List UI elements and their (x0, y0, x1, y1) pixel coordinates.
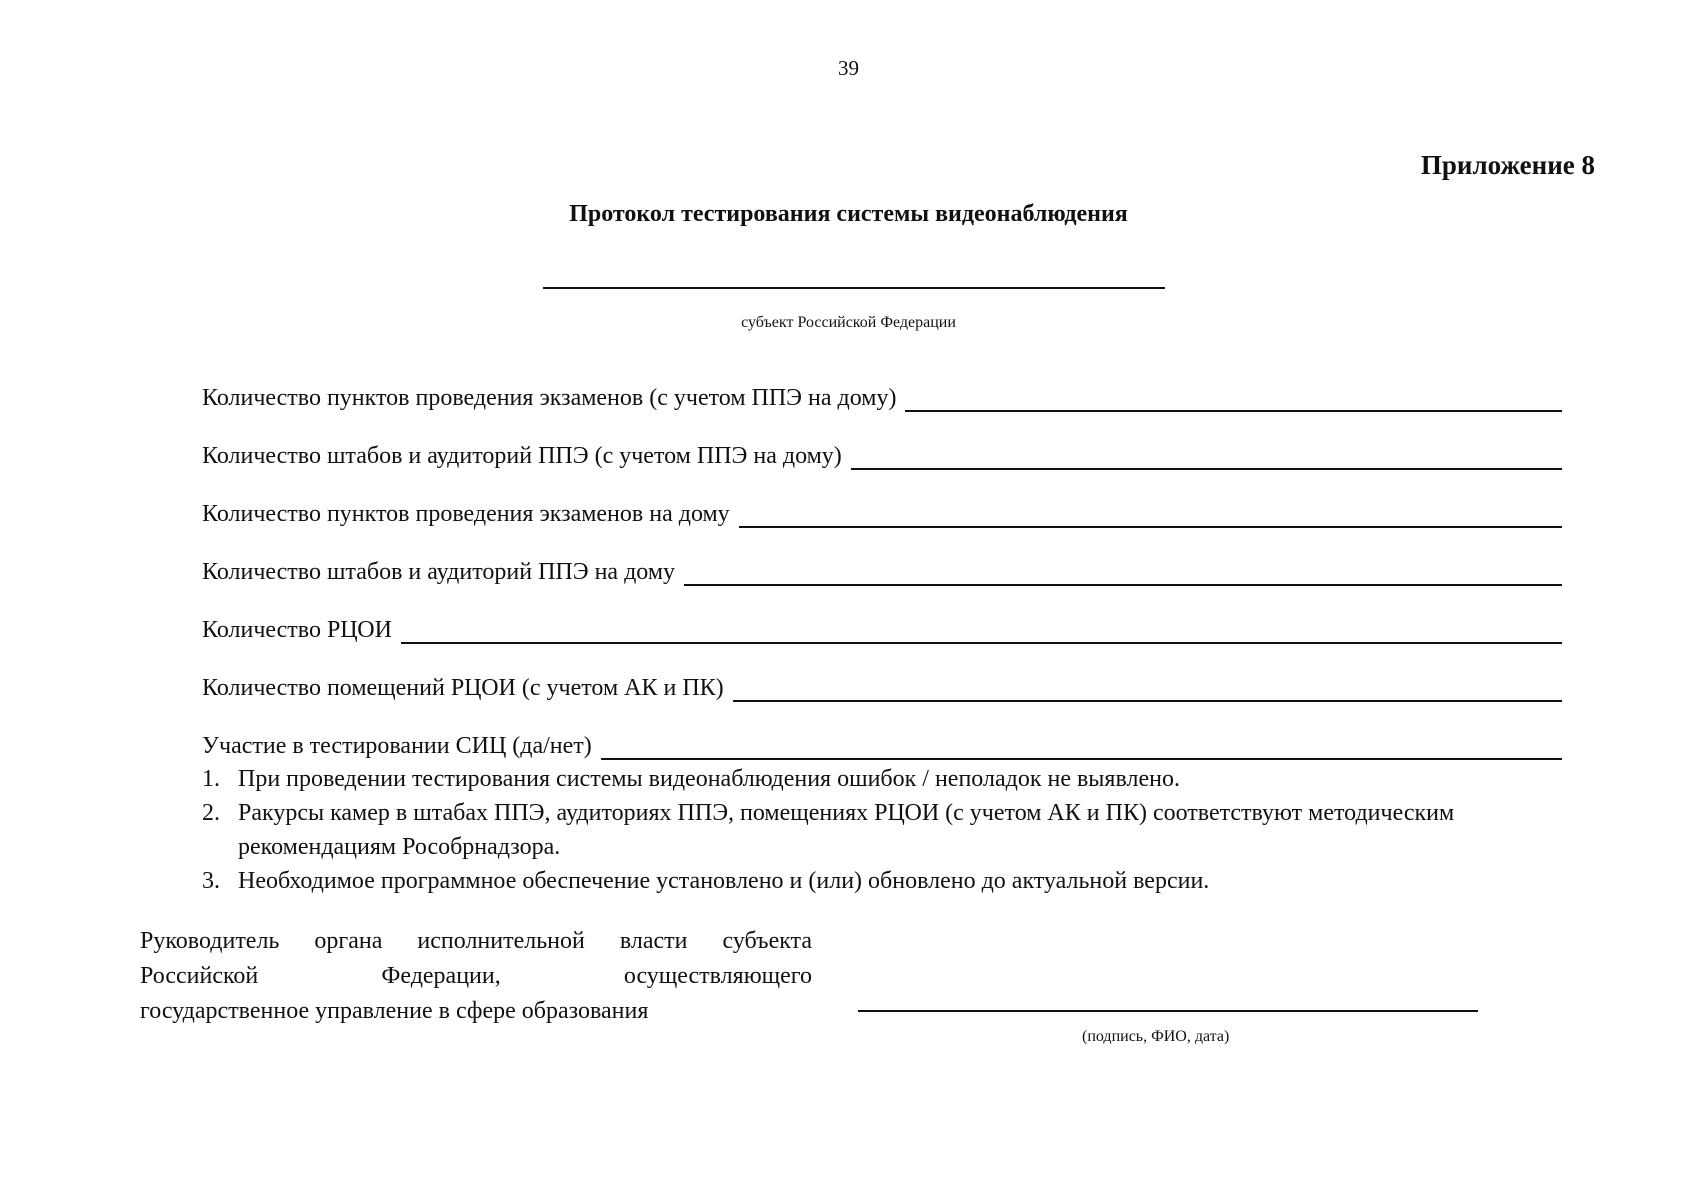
document-title: Протокол тестирования системы видеонаблюдения (569, 201, 1128, 227)
field-blank-line (733, 670, 1562, 702)
field-label: Количество РЦОИ (202, 617, 392, 643)
signature-caption: (подпись, ФИО, дата) (1082, 1028, 1230, 1045)
field-blank-line (905, 380, 1562, 412)
field-label: Количество пунктов проведения экзаменов на дому (202, 501, 730, 527)
field-blank-line (401, 612, 1562, 644)
region-caption: субъект Российской Федерации (741, 314, 956, 331)
statement-text: Необходимое программное обеспечение установлено и (или) обновлено до актуальной версии. (238, 868, 1210, 894)
statement-number: 2. (202, 800, 220, 826)
field-label: Участие в тестировании СИЦ (да/нет) (202, 733, 592, 759)
statement-item (202, 864, 1592, 898)
statement-number: 3. (202, 868, 220, 894)
field-label: Количество штабов и аудиторий ППЭ на дому (202, 559, 676, 585)
field-row (202, 356, 1562, 414)
field-row (202, 646, 1562, 704)
signatory-line: государственное управление в сфере образования (140, 998, 649, 1024)
statement-item (202, 762, 1592, 796)
field-blank-line (684, 554, 1562, 586)
field-row (202, 472, 1562, 530)
region-blank-line (543, 287, 1165, 289)
field-row (202, 414, 1562, 472)
signatory-line: Российской Федерации, осуществляющего (140, 963, 812, 989)
fields-section (202, 356, 1562, 762)
field-blank-line (601, 728, 1562, 760)
statement-text: Ракурсы камер в штабах ППЭ, аудиториях ППЭ, помещениях РЦОИ (с учетом АК и ПК) соответствуют методическим рекомендациям Рособрнадзора. (238, 800, 1455, 860)
appendix-label: Приложение 8 (1420, 150, 1595, 180)
signature-blank-line (858, 1010, 1478, 1012)
field-label: Количество штабов и аудиторий ППЭ (с учетом ППЭ на дому) (202, 443, 842, 469)
field-blank-line (851, 438, 1562, 470)
statement-item (202, 796, 1592, 864)
statements-list (202, 762, 1592, 898)
statement-text: При проведении тестирования системы видеонаблюдения ошибок / неполадок не выявлено. (238, 766, 1180, 792)
field-blank-line (739, 496, 1562, 528)
field-label: Количество пунктов проведения экзаменов (с учетом ППЭ на дому) (202, 385, 897, 411)
signatory-block (140, 924, 812, 1029)
field-row (202, 588, 1562, 646)
page-number: 39 (838, 56, 859, 80)
field-label: Количество помещений РЦОИ (с учетом АК и ПК) (202, 675, 724, 701)
field-row (202, 704, 1562, 762)
field-row (202, 530, 1562, 588)
statement-number: 1. (202, 766, 220, 792)
signatory-line: Руководитель органа исполнительной власти субъекта (140, 928, 812, 954)
